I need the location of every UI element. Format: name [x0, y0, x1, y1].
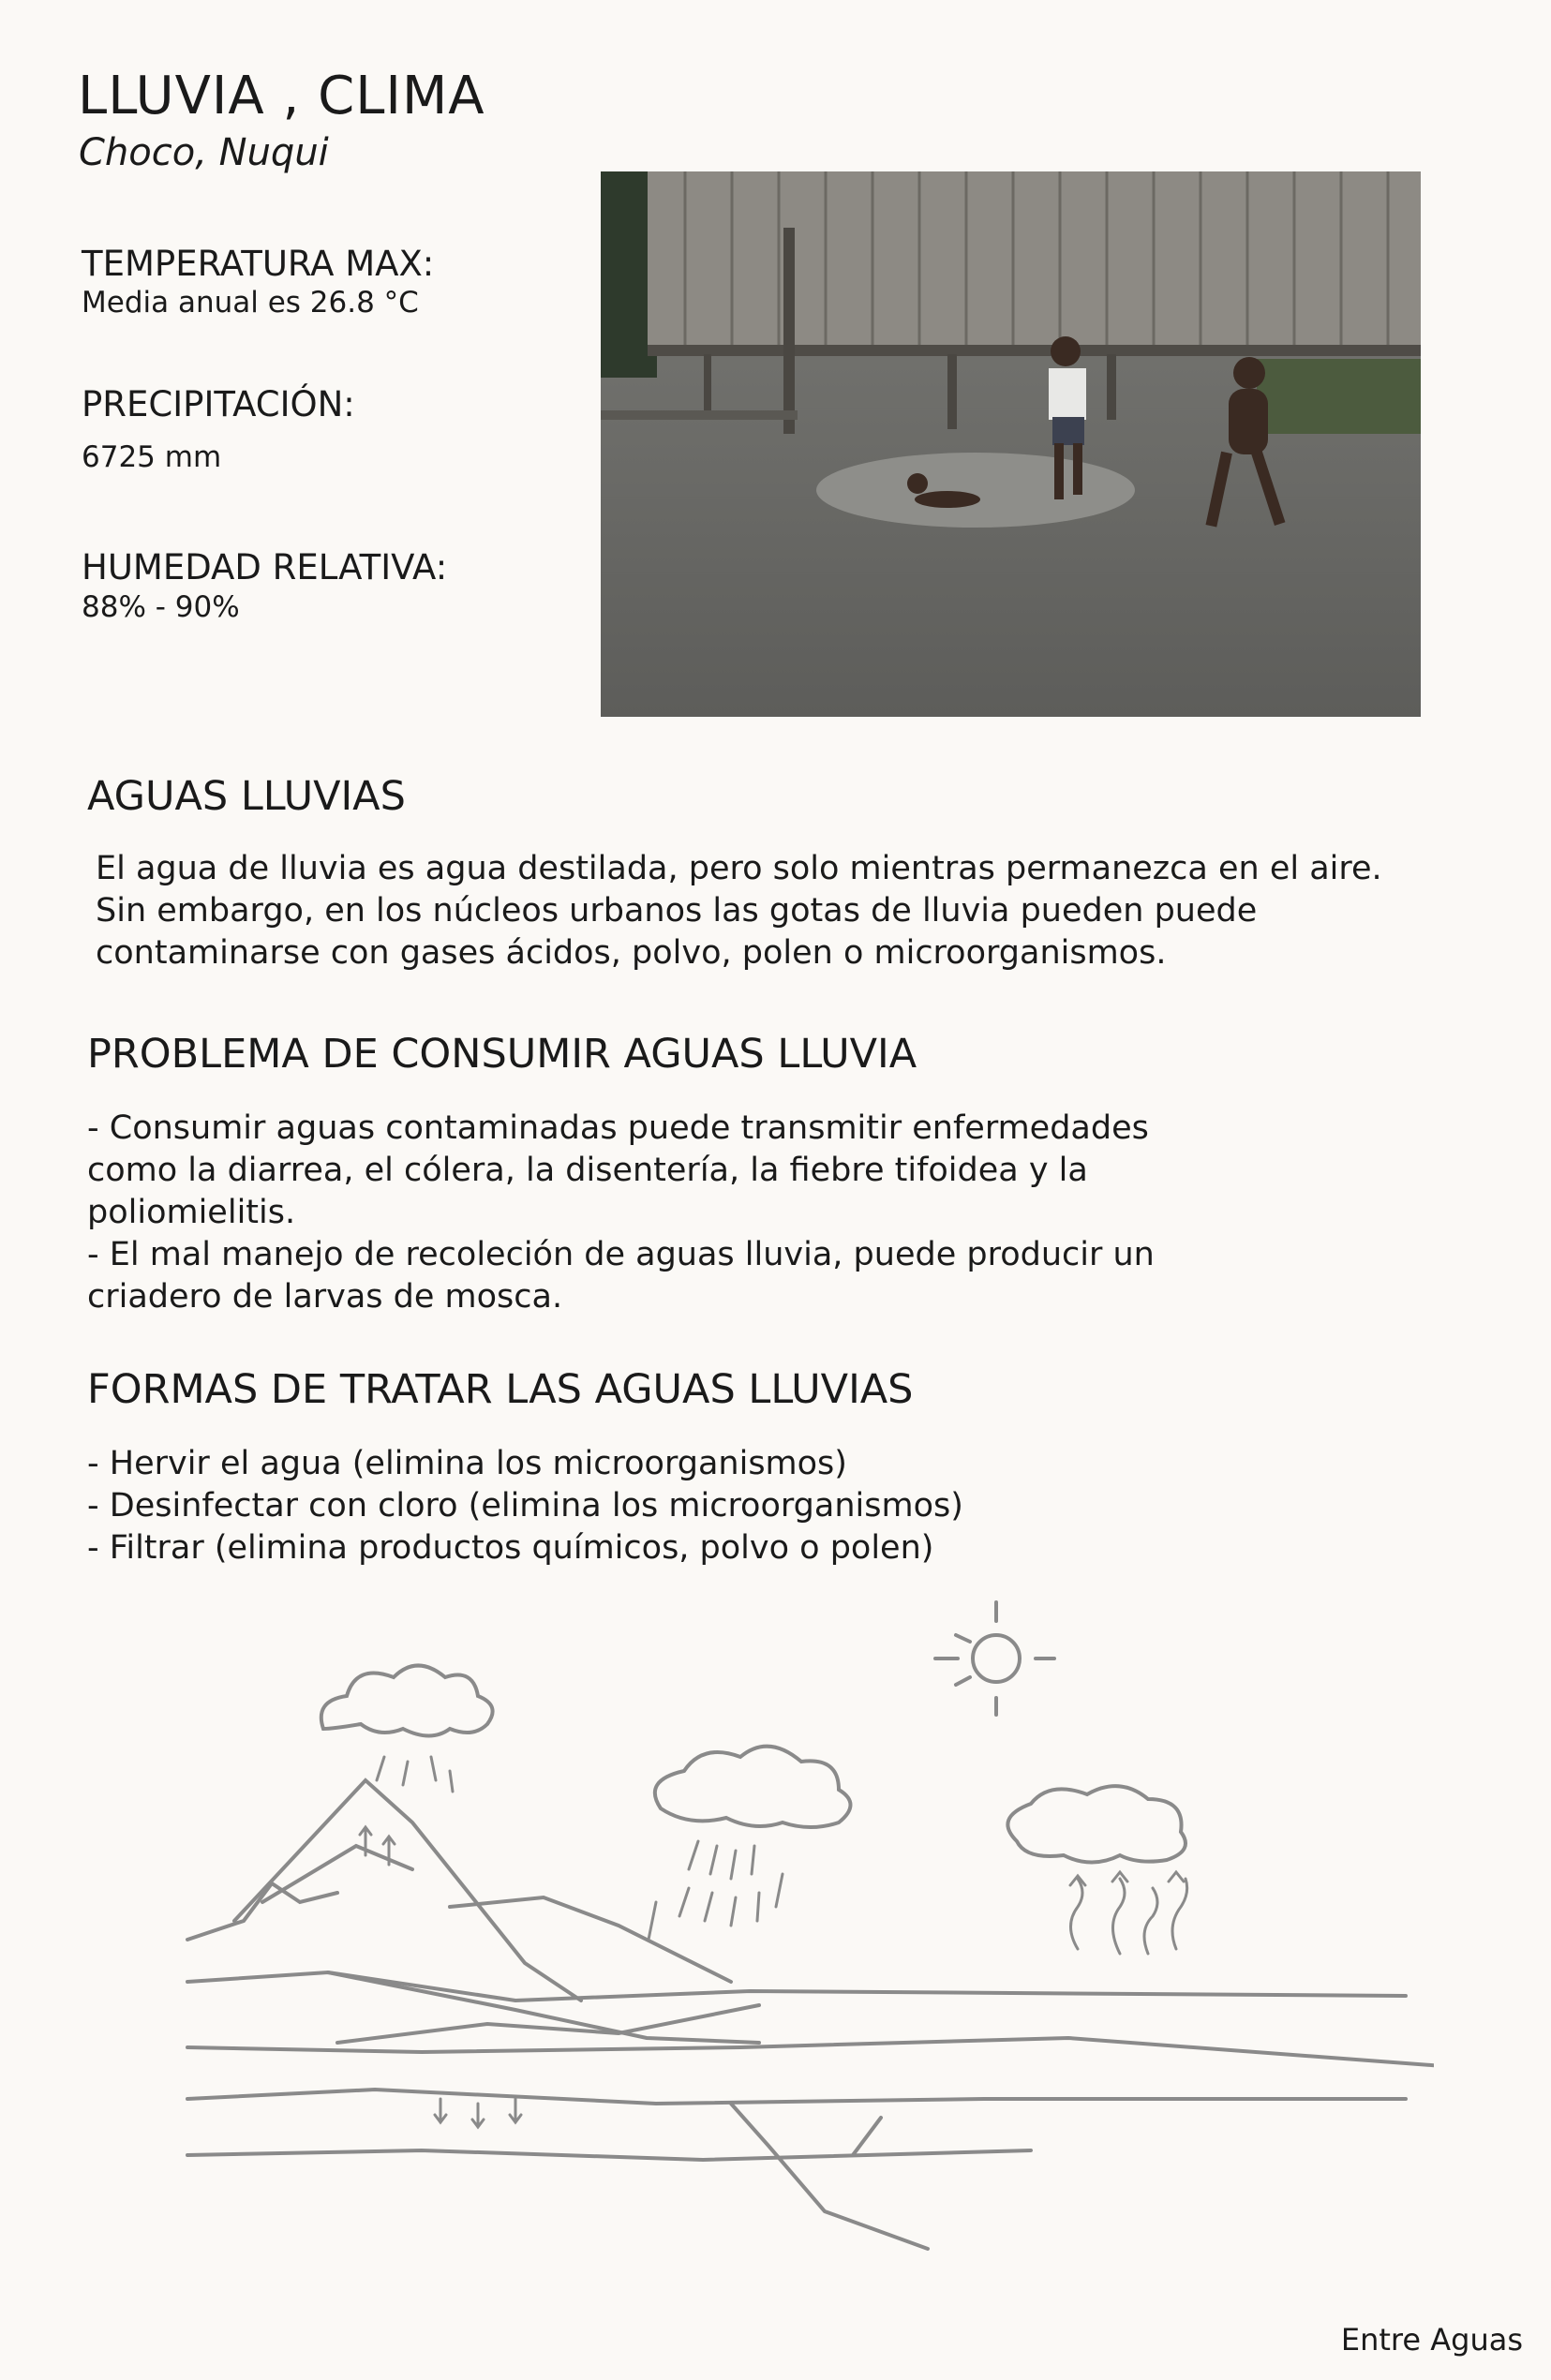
paragraph-aguas-lluvias: [96, 848, 1382, 974]
paragraph-line: Sin embargo, en los núcleos urbanos las gotas de lluvia pueden puede: [96, 892, 1258, 930]
page-title: LLUVIA , CLIMA: [78, 66, 485, 126]
paragraph-line: contaminarse con gases ácidos, polvo, polen o microorganismos.: [96, 934, 1167, 972]
temperature-label: TEMPERATURA MAX:: [82, 244, 435, 284]
rain-photo: [601, 171, 1421, 717]
precipitation-value: 6725 mm: [82, 440, 222, 474]
paragraph-line: poliomielitis.: [87, 1194, 296, 1231]
humidity-label: HUMEDAD RELATIVA:: [82, 547, 448, 588]
paragraph-problema: [87, 1108, 1155, 1318]
section-title-aguas-lluvias: AGUAS LLUVIAS: [87, 773, 406, 820]
paragraph-line: criadero de larvas de mosca.: [87, 1278, 563, 1316]
section-title-problema: PROBLEMA DE CONSUMIR AGUAS LLUVIA: [87, 1031, 917, 1078]
humidity-value: 88% - 90%: [82, 590, 240, 624]
page-subtitle: Choco, Nuqui: [79, 131, 329, 174]
paragraph-line: como la diarrea, el cólera, la disentería, la fiebre tifoidea y la: [87, 1152, 1088, 1189]
list-item: - Hervir el agua (elimina los microorganismos): [87, 1445, 847, 1482]
water-cycle-illustration: [169, 1593, 1434, 2305]
footer-label: Entre Aguas: [1340, 2322, 1523, 2358]
temperature-value: Media anual es 26.8 °C: [82, 286, 419, 320]
list-formas: [87, 1443, 963, 1569]
list-item: - Desinfectar con cloro (elimina los microorganismos): [87, 1487, 963, 1525]
paragraph-line: - Consumir aguas contaminadas puede transmitir enfermedades: [87, 1109, 1149, 1147]
precipitation-label: PRECIPITACIÓN:: [82, 384, 355, 424]
section-title-formas: FORMAS DE TRATAR LAS AGUAS LLUVIAS: [87, 1366, 914, 1413]
paragraph-line: El agua de lluvia es agua destilada, pero solo mientras permanezca en el aire.: [96, 850, 1382, 887]
paragraph-line: - El mal manejo de recoleción de aguas lluvia, puede producir un: [87, 1236, 1155, 1273]
sun-icon: [935, 1602, 1054, 1715]
list-item: - Filtrar (elimina productos químicos, polvo o polen): [87, 1529, 934, 1567]
